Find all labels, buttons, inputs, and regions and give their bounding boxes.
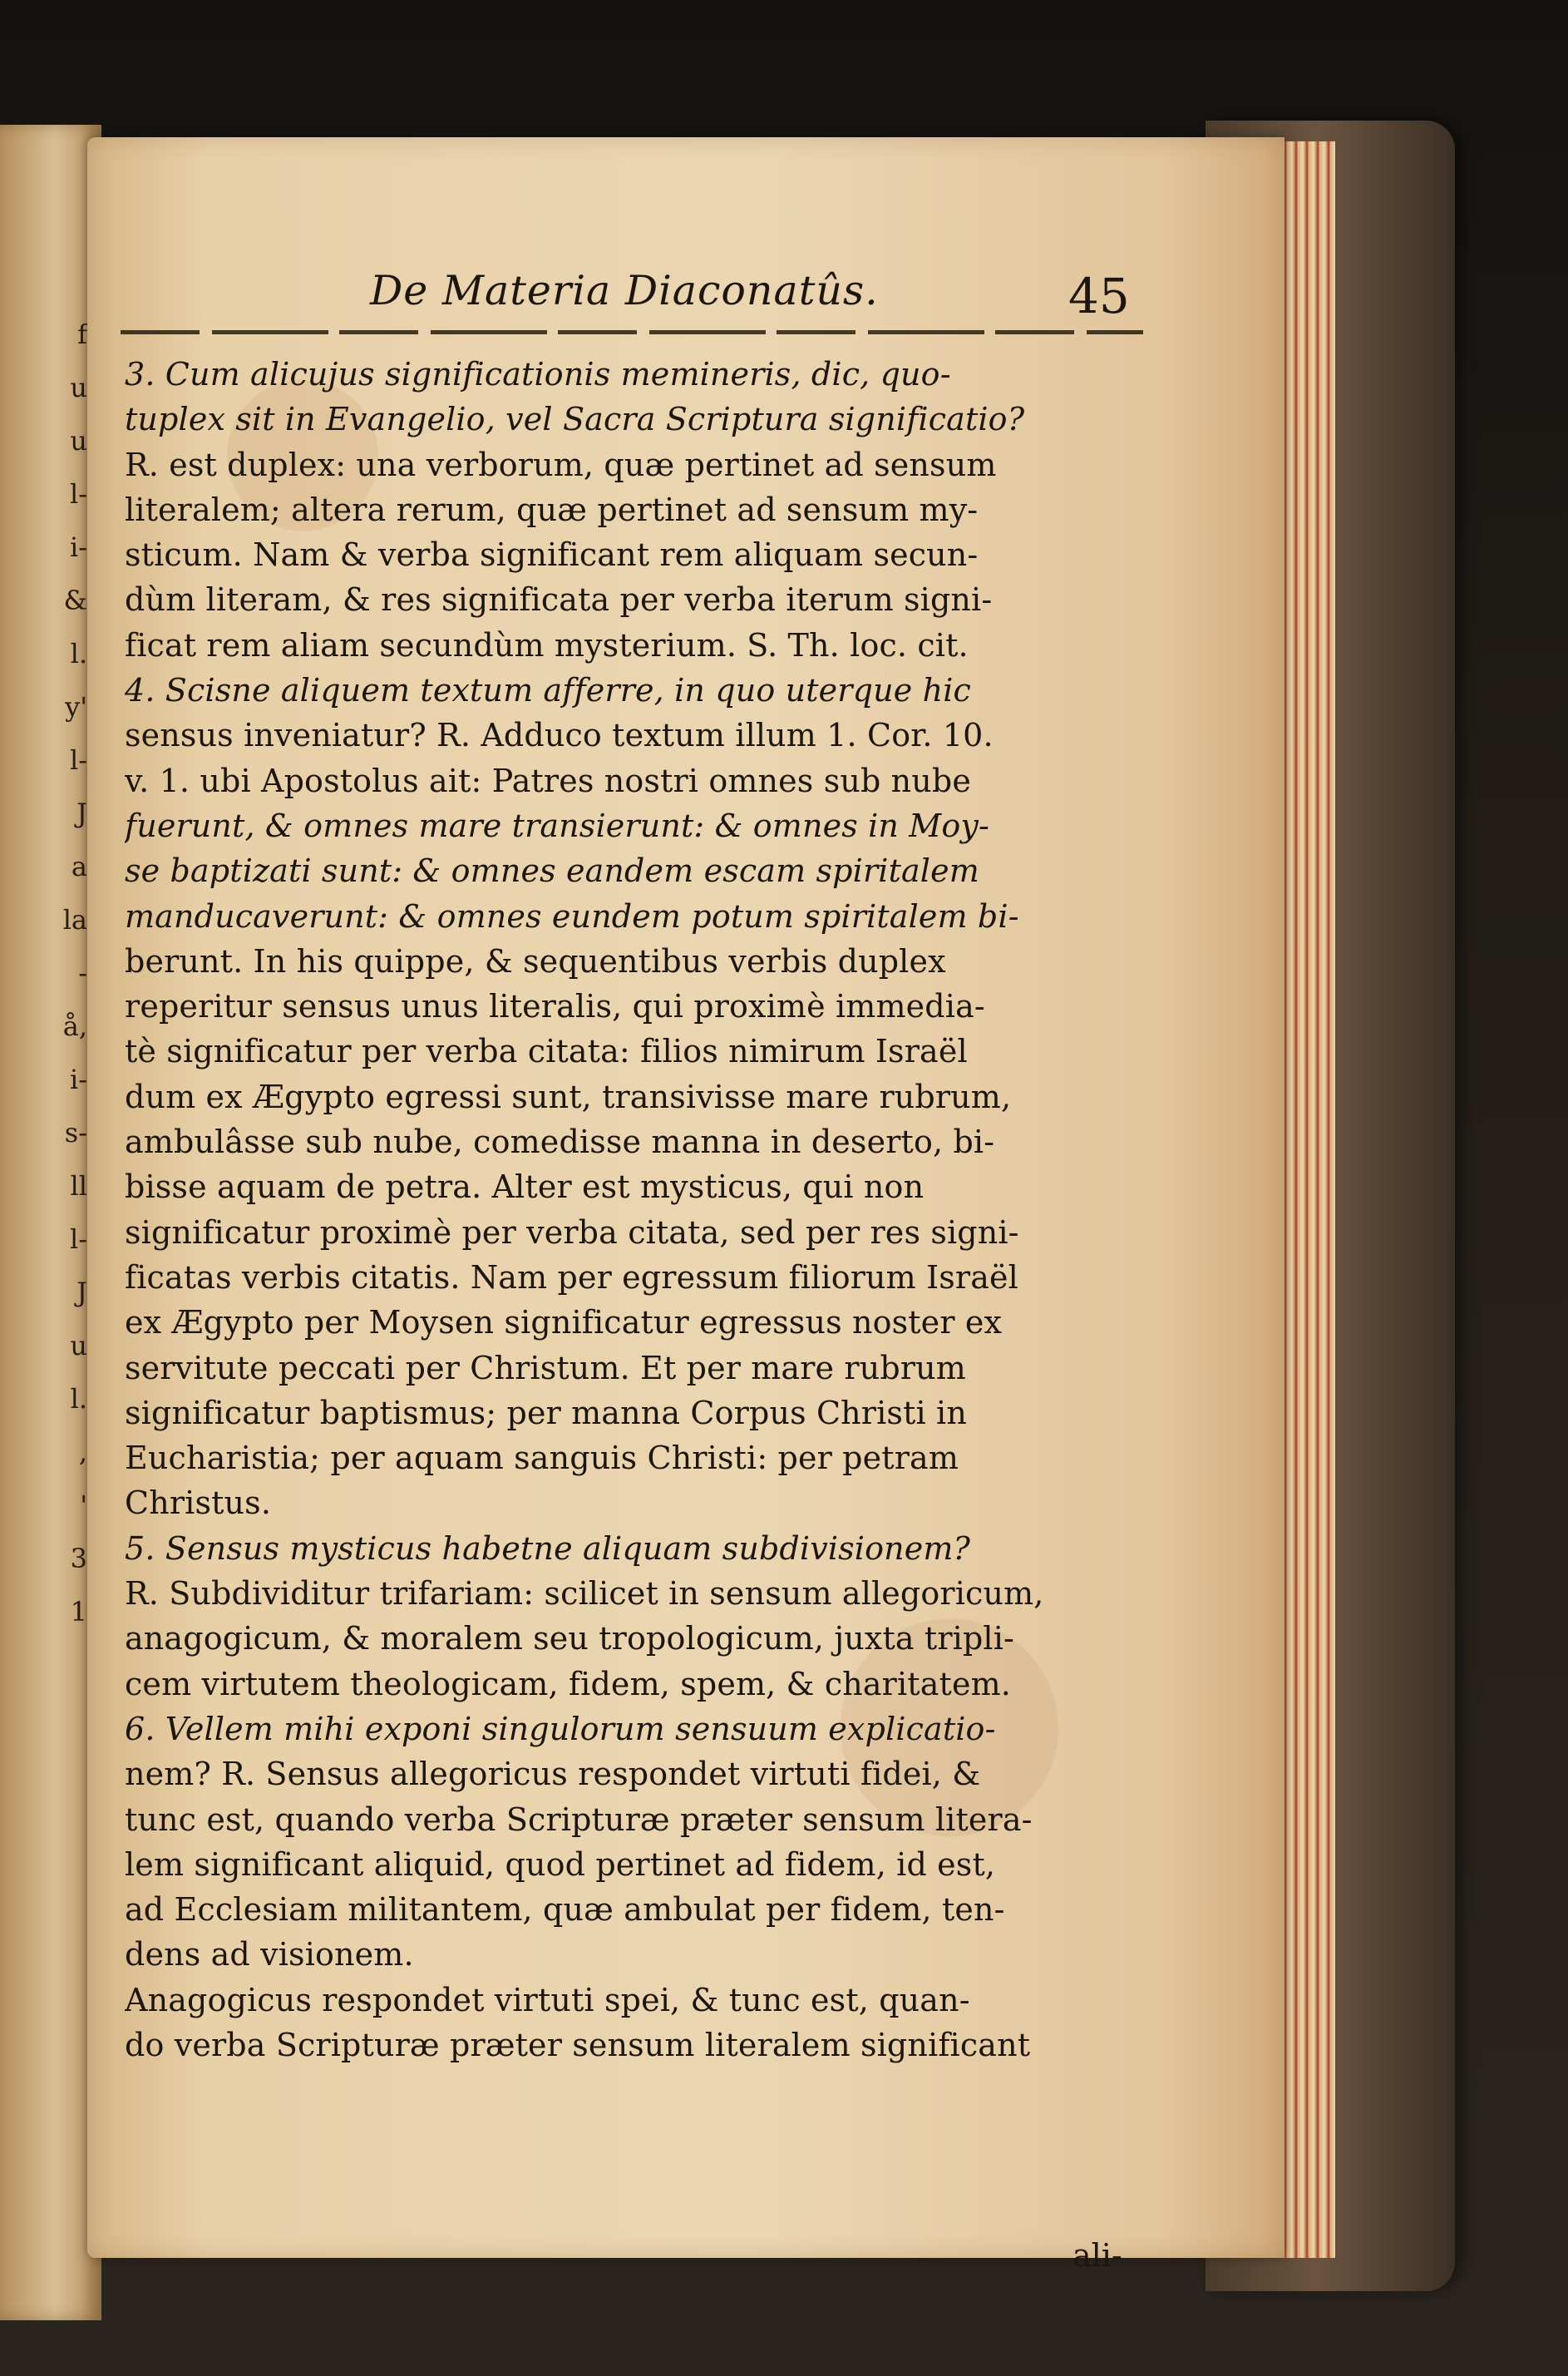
text-line: sticum. Nam & verba significant rem aliquam secun- xyxy=(125,536,979,574)
text-line: Eucharistia; per aquam sanguis Christi: per petram xyxy=(125,1440,959,1477)
left-fragment: y' xyxy=(65,691,87,723)
left-fragment: i- xyxy=(69,531,87,563)
text-line: sensus inveniatur? R. Adduco textum illum 1. Cor. 10. xyxy=(125,717,994,754)
text-line: bisse aquam de petra. Alter est mysticus, qui non xyxy=(125,1168,925,1206)
left-fragment: - xyxy=(78,957,87,989)
text-line: ad Ecclesiam militantem, quæ ambulat per fidem, ten- xyxy=(125,1891,1005,1929)
text-line: ficatas verbis citatis. Nam per egressum filiorum Israël xyxy=(125,1258,1018,1296)
text-line: manducaverunt: & omnes eundem potum spiritalem bi- xyxy=(125,897,1019,935)
left-fragment: 1 xyxy=(70,1596,87,1628)
left-page-edge xyxy=(0,125,101,2320)
left-fragment: f xyxy=(77,319,87,350)
text-line: reperitur sensus unus literalis, qui proximè immedia- xyxy=(125,988,985,1025)
left-fragment: J xyxy=(76,1277,87,1308)
text-line: lem significant aliquid, quod pertinet ad fidem, id est, xyxy=(125,1845,996,1883)
text-line: Christus. xyxy=(125,1484,272,1522)
text-line: Anagogicus respondet virtuti spei, & tunc est, quan- xyxy=(125,1981,970,2018)
left-fragment: l. xyxy=(70,638,87,669)
page-stack-edge xyxy=(1276,141,1335,2258)
text-line: do verba Scripturæ præter sensum literalem significant xyxy=(125,2026,1031,2063)
left-page-fragments xyxy=(0,308,96,1638)
text-line: v. 1. ubi Apostolus ait: Patres nostri omnes sub nube xyxy=(125,762,972,799)
header-rule xyxy=(121,330,1143,334)
text-line: tè significatur per verba citata: filios nimirum Israël xyxy=(125,1033,968,1070)
text-line: tunc est, quando verba Scripturæ præter sensum litera- xyxy=(125,1801,1033,1838)
text-line: R. Subdividitur trifariam: scilicet in sensum allegoricum, xyxy=(125,1575,1044,1613)
text-line: 3. Cum alicujus significationis memineris, dic, quo- xyxy=(125,356,951,393)
text-line: nem? R. Sensus allegoricus respondet virtuti fidei, & xyxy=(125,1756,981,1793)
left-fragment: u xyxy=(70,425,87,457)
left-fragment: ll xyxy=(70,1170,87,1202)
text-line: 4. Scisne aliquem textum afferre, in quo uterque hic xyxy=(125,672,971,709)
text-line: 6. Vellem mihi exponi singulorum sensuum explicatio- xyxy=(125,1710,996,1747)
text-line: dùm literam, & res significata per verba iterum signi- xyxy=(125,581,993,619)
text-line: significatur baptismus; per manna Corpus Christi in xyxy=(125,1394,967,1431)
left-fragment: å, xyxy=(62,1010,87,1042)
text-line: dum ex Ægypto egressi sunt, transivisse mare rubrum, xyxy=(125,1078,1012,1115)
catchword: ali- xyxy=(1072,2237,1122,2274)
left-fragment: l. xyxy=(70,1383,87,1415)
left-fragment: ' xyxy=(80,1489,87,1521)
text-line: literalem; altera rerum, quæ pertinet ad sensum my- xyxy=(125,491,979,528)
left-fragment: a xyxy=(71,851,87,882)
text-line: fuerunt, & omnes mare transierunt: & omnes in Moy- xyxy=(125,807,989,844)
text-line: se baptizati sunt: & omnes eandem escam spiritalem xyxy=(125,852,979,890)
text-line: ficat rem aliam secundùm mysterium. S. Th. loc. cit. xyxy=(125,626,969,664)
left-fragment: 3 xyxy=(70,1543,87,1574)
left-fragment: , xyxy=(78,1436,87,1468)
left-fragment: s- xyxy=(64,1117,87,1148)
page-header xyxy=(87,258,1284,337)
text-line: dens ad visionem. xyxy=(125,1936,414,1973)
left-fragment: u xyxy=(70,1330,87,1361)
left-fragment: & xyxy=(63,585,87,616)
text-line: servitute peccati per Christum. Et per mare rubrum xyxy=(125,1349,966,1386)
running-head: De Materia Diaconatûs. xyxy=(370,267,879,314)
text-line: ex Ægypto per Moysen significatur egressus noster ex xyxy=(125,1304,1003,1341)
left-fragment: u xyxy=(70,372,87,403)
page-body xyxy=(125,352,1197,2067)
left-fragment: J xyxy=(76,798,87,829)
left-fragment: l- xyxy=(69,744,87,776)
left-fragment: l- xyxy=(69,478,87,510)
text-line: tuplex sit in Evangelio, vel Sacra Scriptura significatio? xyxy=(125,401,1025,438)
text-line: anagogicum, & moralem seu tropologicum, juxta tripli- xyxy=(125,1620,1015,1657)
text-line: R. est duplex: una verborum, quæ pertinet ad sensum xyxy=(125,446,997,483)
text-line: cem virtutem theologicam, fidem, spem, & charitatem. xyxy=(125,1665,1011,1702)
left-fragment: i- xyxy=(69,1064,87,1095)
document-page xyxy=(87,137,1284,2274)
text-line: 5. Sensus mysticus habetne aliquam subdivisionem? xyxy=(125,1529,971,1567)
left-fragment: la xyxy=(62,904,87,936)
text-line: significatur proximè per verba citata, sed per res signi- xyxy=(125,1213,1019,1251)
left-fragment: l- xyxy=(69,1223,87,1255)
text-line: berunt. In his quippe, & sequentibus verbis duplex xyxy=(125,942,946,980)
page-number: 45 xyxy=(1068,268,1130,324)
text-line: ambulâsse sub nube, comedisse manna in deserto, bi- xyxy=(125,1124,995,1161)
